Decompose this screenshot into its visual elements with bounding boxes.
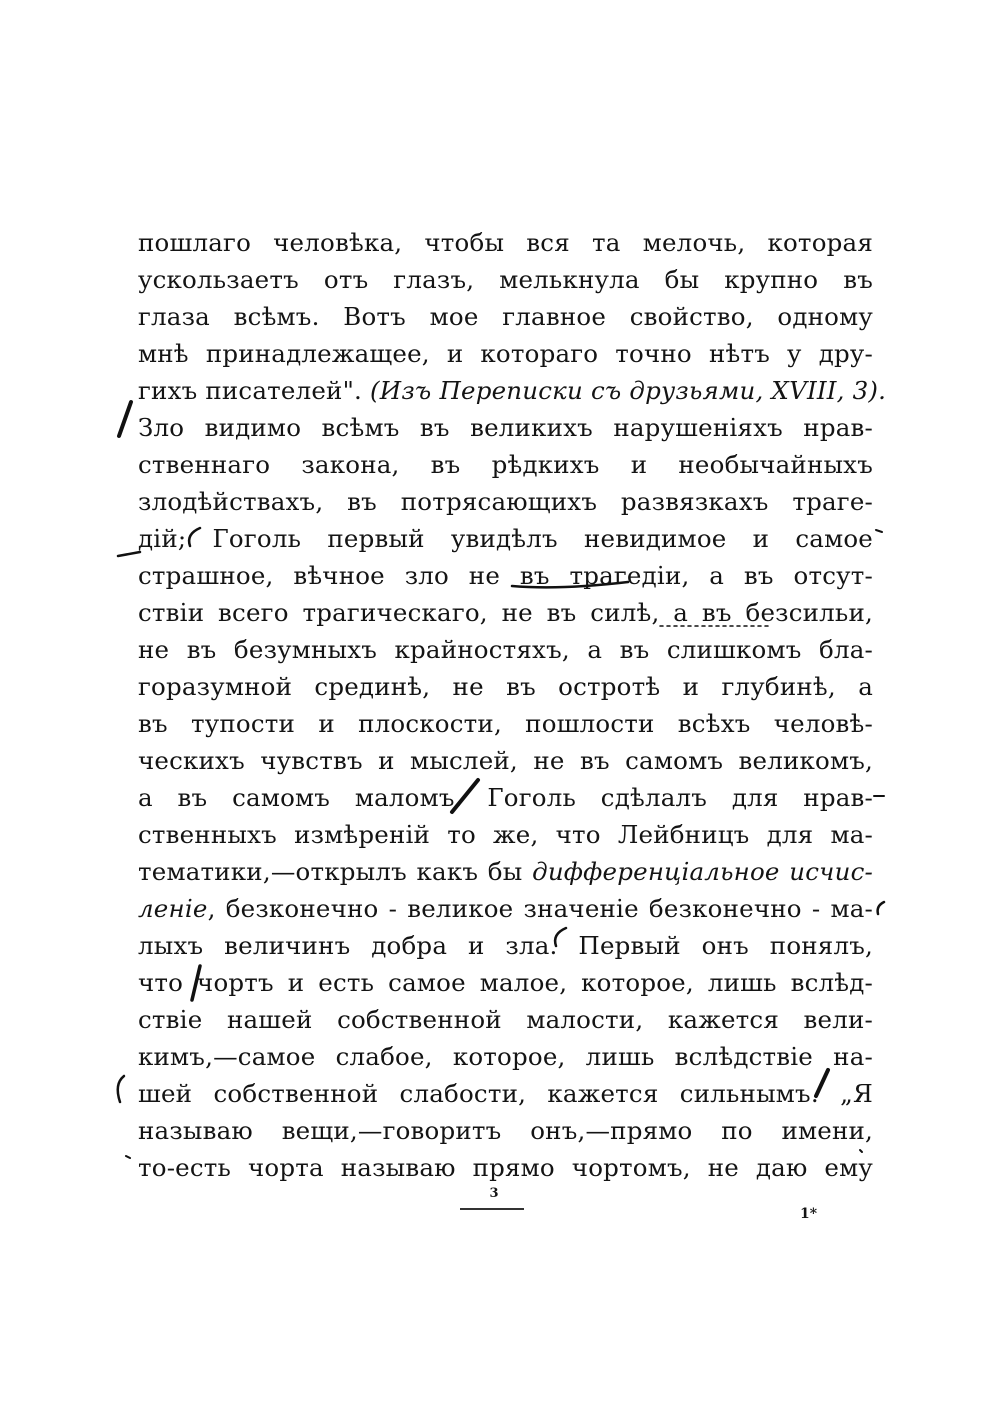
bracket-mark-icon bbox=[118, 1076, 124, 1102]
text-segment: злодѣйствахъ, въ потрясающихъ развязкахъ траге- bbox=[138, 487, 873, 516]
signature-mark: 1* bbox=[800, 1206, 818, 1222]
text-segment: лыхъ величинъ добра и зла. Первый онъ понялъ, bbox=[138, 931, 873, 960]
dash-mark-icon bbox=[118, 552, 140, 556]
text-line bbox=[138, 372, 887, 409]
text-line bbox=[138, 224, 873, 261]
text-segment: мнѣ принадлежащее, и котораго точно нѣтъ у дру- bbox=[138, 339, 873, 368]
text-line bbox=[138, 668, 873, 705]
text-line bbox=[138, 816, 873, 853]
text-line bbox=[138, 964, 873, 1001]
body-text bbox=[138, 224, 887, 1186]
text-segment: не въ безумныхъ крайностяхъ, а въ слишкомъ бла- bbox=[138, 635, 873, 664]
text-line bbox=[138, 1112, 873, 1149]
slash-mark-icon bbox=[119, 402, 131, 436]
text-line bbox=[138, 520, 873, 557]
text-line bbox=[138, 705, 873, 742]
text-line bbox=[138, 853, 873, 890]
text-segment: называю вещи,—говоритъ онъ,—прямо по имени, bbox=[138, 1116, 873, 1145]
text-segment: въ тупости и плоскости, пошлости всѣхъ человѣ- bbox=[138, 709, 873, 738]
text-segment: горазумной срединѣ, не въ остротѣ и глубинѣ, а bbox=[138, 672, 873, 701]
citation-italic: (Изъ Переписки съ друзьями, XVIII, 3). bbox=[370, 376, 887, 405]
text-segment: кимъ,—самое слабое, которое, лишь вслѣдствіе на- bbox=[138, 1042, 873, 1071]
text-segment: , безконечно - великое значеніе безконечно - ма- bbox=[207, 894, 873, 923]
text-line bbox=[138, 261, 873, 298]
text-line bbox=[138, 742, 873, 779]
margin-curl-mark-icon bbox=[878, 902, 884, 914]
text-segment: тематики,—открылъ какъ бы bbox=[138, 857, 533, 886]
text-segment: то-есть чорта называю прямо чортомъ, не даю ему bbox=[138, 1153, 873, 1182]
page-number: 3 bbox=[489, 1186, 499, 1201]
text-line bbox=[138, 298, 873, 335]
italic-term: дифференціальное исчис- bbox=[532, 857, 873, 886]
italic-term: леніе bbox=[138, 894, 208, 923]
margin-dot-mark-icon bbox=[876, 530, 882, 532]
text-segment: шей собственной слабости, кажется сильнымъ. „Я bbox=[138, 1079, 873, 1108]
text-segment: ствіи всего трагическаго, не въ силѣ, а въ безсильи, bbox=[138, 598, 873, 627]
margin-dot-mark-icon bbox=[126, 1156, 130, 1158]
text-segment: ческихъ чувствъ и мыслей, не въ самомъ великомъ, bbox=[138, 746, 873, 775]
text-segment: что чортъ и есть самое малое, которое, лишь вслѣд- bbox=[138, 968, 873, 997]
text-line bbox=[138, 1038, 873, 1075]
text-line bbox=[138, 446, 873, 483]
page-number-rule bbox=[460, 1208, 524, 1210]
text-line bbox=[138, 409, 873, 446]
text-segment: дій; Гоголь первый увидѣлъ невидимое и самое bbox=[138, 524, 873, 553]
text-segment: пошлаго человѣка, чтобы вся та мелочь, которая bbox=[138, 228, 873, 257]
text-segment: страшное, вѣчное зло не въ трагедіи, а въ отсут- bbox=[138, 561, 873, 590]
text-line bbox=[138, 483, 873, 520]
text-segment: ственныхъ измѣреній то же, что Лейбницъ для ма- bbox=[138, 820, 873, 849]
text-segment: глаза всѣмъ. Вотъ мое главное свойство, одному bbox=[138, 302, 873, 331]
text-segment: Зло видимо всѣмъ въ великихъ нарушеніяхъ нрав- bbox=[138, 413, 873, 442]
text-line bbox=[138, 1001, 873, 1038]
text-line bbox=[138, 927, 873, 964]
text-line bbox=[138, 1149, 873, 1186]
text-line bbox=[138, 557, 873, 594]
text-line bbox=[138, 335, 873, 372]
text-line bbox=[138, 779, 873, 816]
text-segment: а въ самомъ маломъ. Гоголь сдѣлалъ для нрав- bbox=[138, 783, 873, 812]
text-segment: ственнаго закона, въ рѣдкихъ и необычайныхъ bbox=[138, 450, 873, 479]
text-line bbox=[138, 890, 873, 927]
text-segment: ствіе нашей собственной малости, кажется вели- bbox=[138, 1005, 873, 1034]
text-segment: ускользаетъ отъ глазъ, мелькнула бы крупно въ bbox=[138, 265, 873, 294]
text-line bbox=[138, 1075, 873, 1112]
text-line bbox=[138, 631, 873, 668]
text-segment: гихъ писателей". bbox=[138, 376, 371, 405]
text-line bbox=[138, 594, 873, 631]
